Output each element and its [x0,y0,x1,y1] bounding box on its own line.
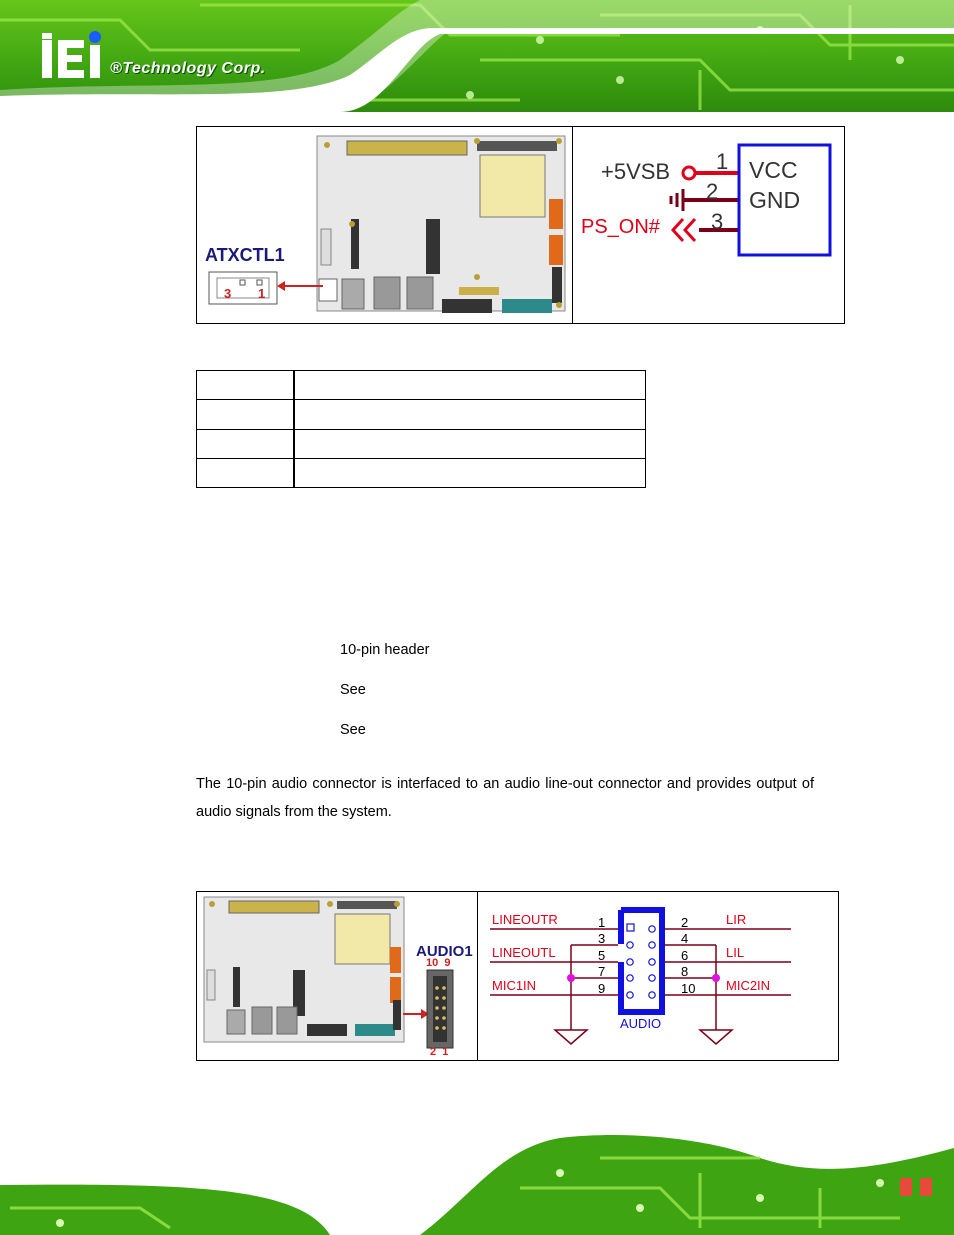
pin-number: 9 [598,981,606,996]
pin-2-number: 2 [706,179,719,204]
net-lil: LIL [726,945,745,960]
vcc-label: VCC [749,157,798,183]
company-name: ®Technology Corp. [110,60,266,77]
pin-3-number: 3 [711,209,724,234]
table-row [294,370,646,400]
audio-board-panel [197,892,478,1060]
table-row [196,458,295,488]
audio-board-diagram [197,892,476,1060]
audio-schematic [478,892,838,1060]
pin-number: 5 [598,948,606,963]
atxctl1-pin-3: 3 [224,286,232,301]
pin-number: 2 [681,915,689,930]
spec-location-see: See [340,682,366,698]
spec-connector-type: 10-pin header [340,642,430,658]
table-row [196,429,295,459]
audio-description: The 10-pin audio connector is interfaced to an audio line-out connector and provides output of audio signals from the system. [196,776,814,820]
board-location-panel [197,127,573,323]
page-header [0,0,954,112]
pin-number: 3 [598,931,606,946]
net-lir: LIR [726,912,747,927]
table-row [294,458,646,488]
net-mic1in: MIC1IN [492,978,537,993]
atxctl1-figure [196,126,845,324]
atxctl1-schematic [573,127,844,323]
atxctl1-label: ATXCTL1 [205,245,285,265]
pin-number: 10 [681,981,696,996]
audio-block-label: AUDIO [620,1016,662,1031]
spec-pinouts-see: See [340,722,366,738]
audio1-label: AUDIO1 [416,943,473,960]
net-5vsb: +5VSB [601,159,671,184]
net-lineoutl: LINEOUTL [492,945,556,960]
audio1-figure [196,891,839,1061]
pinout-table [196,370,646,488]
atxctl1-pin-1: 1 [258,286,266,301]
circuit-board-footer [0,1128,954,1235]
circuit-board-banner [0,0,954,112]
audio1-bottom-pins: 2 1 [430,1046,449,1058]
net-mic2in: MIC2IN [726,978,771,993]
gnd-label: GND [749,187,801,213]
pin-number: 8 [681,964,689,979]
pin-number: 7 [598,964,606,979]
table-row [196,399,295,430]
audio1-top-pins: 10 9 [426,957,451,969]
board-diagram [197,127,571,323]
pin-1-number: 1 [716,149,729,174]
pin-number: 4 [681,931,689,946]
pin-number: 1 [598,915,606,930]
net-ps-on: PS_ON# [581,216,660,238]
table-row [294,429,646,459]
pin-number: 6 [681,948,689,963]
page-footer [0,1128,954,1235]
table-row [196,370,295,400]
table-row [294,399,646,430]
net-lineoutr: LINEOUTR [492,912,558,927]
